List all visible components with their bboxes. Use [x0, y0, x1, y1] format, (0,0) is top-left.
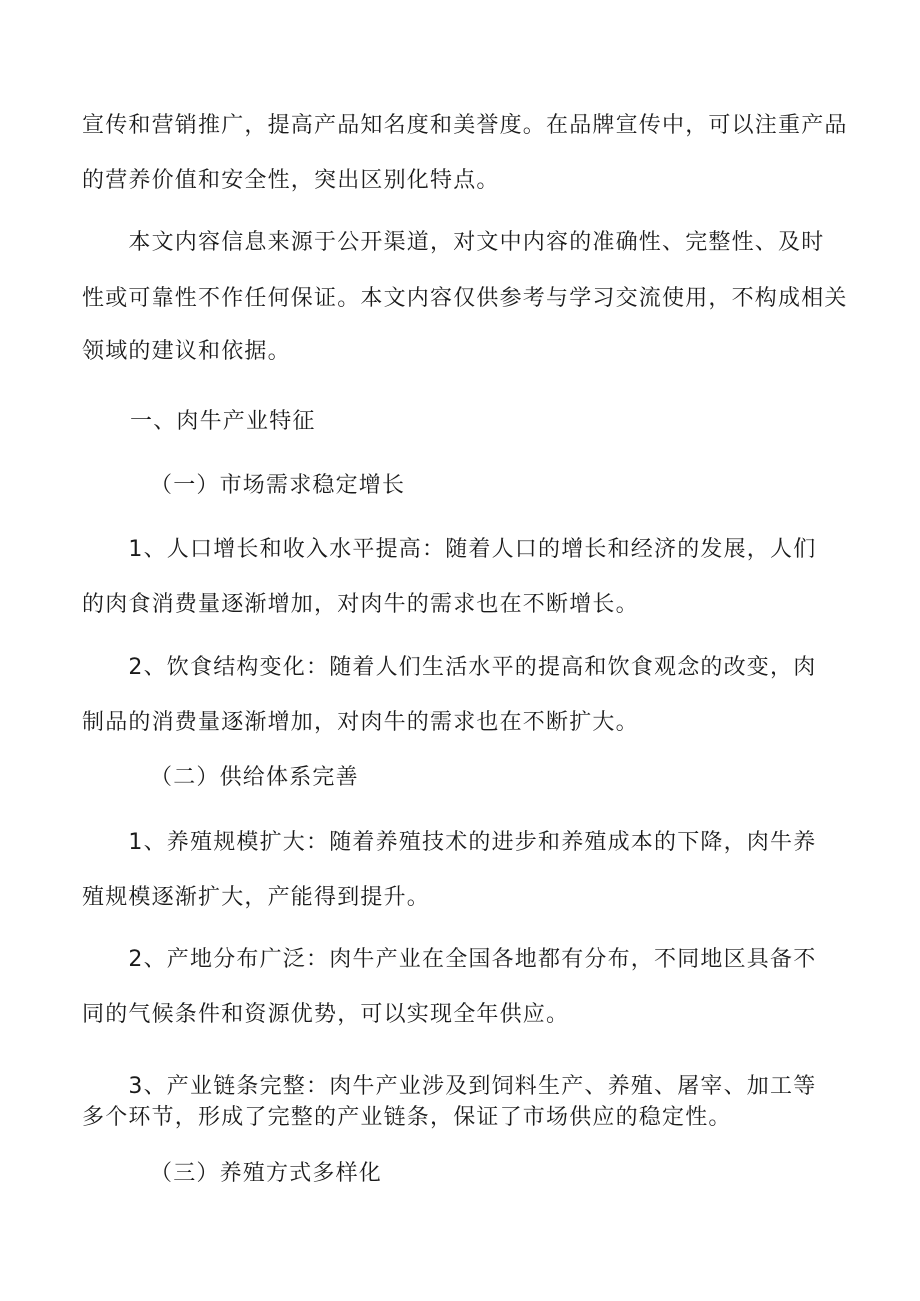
- paragraph-line: 同的气候条件和资源优势，可以实现全年供应。: [82, 1002, 570, 1027]
- paragraph-line: 2、产地分布广泛：肉牛产业在全国各地都有分布，不同地区具备不: [82, 947, 817, 972]
- paragraph-line: 的肉食消费量逐渐增加，对肉牛的需求也在不断增长。: [82, 592, 639, 617]
- disclaimer-paragraph: [82, 229, 848, 366]
- section-heading: 一、肉牛产业特征: [130, 409, 316, 434]
- paragraph-line: 1、人口增长和收入水平提高：随着人口的增长和经济的发展，人们: [82, 537, 817, 562]
- list-item: [82, 654, 842, 737]
- paragraph-line: 2、饮食结构变化：随着人们生活水平的提高和饮食观念的改变，肉: [82, 655, 817, 680]
- paragraph-line: 3、产业链条完整：肉牛产业涉及到饲料生产、养殖、屠宰、加工等: [82, 1074, 817, 1099]
- paragraph-line: 1、养殖规模扩大：随着养殖技术的进步和养殖成本的下降，肉牛养: [82, 830, 817, 855]
- list-item: [82, 1073, 842, 1132]
- paragraph-line: 制品的消费量逐渐增加，对肉牛的需求也在不断扩大。: [82, 710, 639, 735]
- subsection-heading: （三）养殖方式多样化: [150, 1161, 383, 1186]
- paragraph-line: 的营养价值和安全性，突出区别化特点。: [82, 168, 500, 193]
- list-item: [82, 829, 842, 912]
- paragraph-line: 性或可靠性不作任何保证。本文内容仅供参考与学习交流使用，不构成相关: [82, 286, 848, 311]
- paragraph-line: 领域的建议和依据。: [82, 339, 291, 364]
- paragraph-line: 宣传和营销推广，提高产品知名度和美誉度。在品牌宣传中，可以注重产品: [82, 113, 848, 138]
- subsection-heading: （二）供给体系完善: [150, 765, 359, 790]
- list-item: [82, 946, 842, 1029]
- paragraph-line: 多个环节，形成了完整的产业链条，保证了市场供应的稳定性。: [82, 1105, 732, 1130]
- subsection-heading: （一）市场需求稳定增长: [150, 473, 406, 498]
- intro-paragraph: [82, 112, 848, 195]
- paragraph-line: 本文内容信息来源于公开渠道，对文中内容的准确性、完整性、及时: [82, 230, 825, 255]
- paragraph-line: 殖规模逐渐扩大，产能得到提升。: [82, 885, 431, 910]
- list-item: [82, 536, 842, 619]
